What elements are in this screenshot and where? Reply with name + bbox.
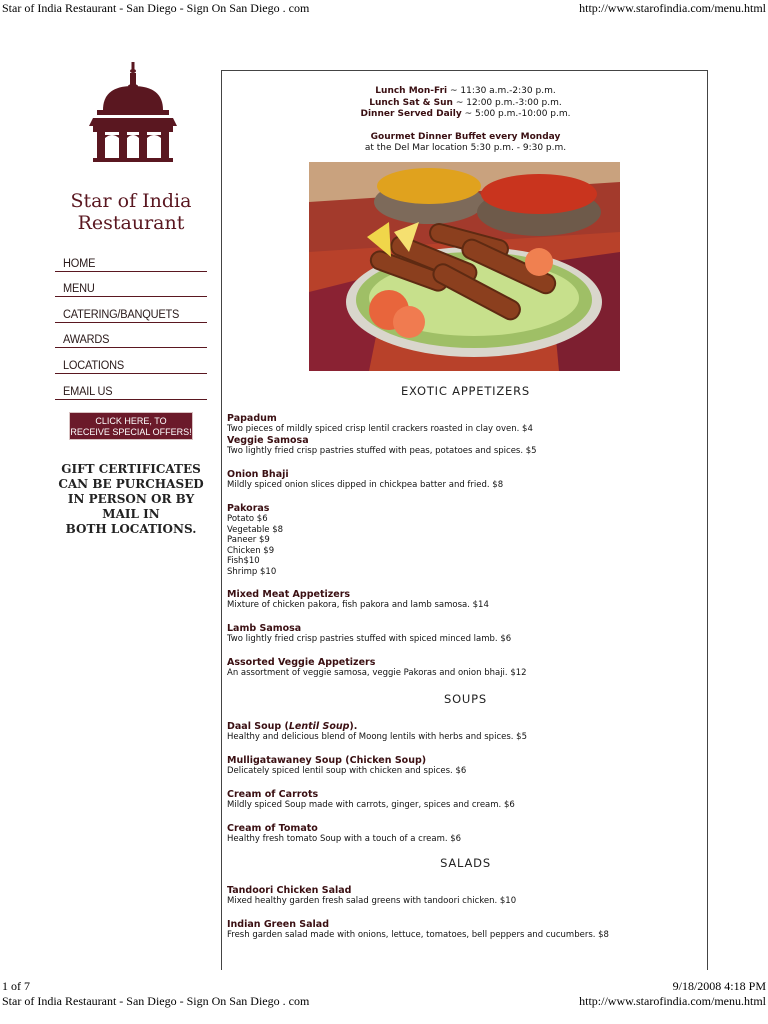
appetizers-list bbox=[227, 413, 702, 679]
menu-item-name-italic: Lentil Soup bbox=[288, 721, 350, 732]
nav-item-menu[interactable] bbox=[55, 272, 207, 298]
nav-link-home[interactable]: HOME bbox=[63, 257, 96, 270]
nav-link-catering[interactable]: CATERING/BANQUETS bbox=[63, 308, 180, 322]
hours-block bbox=[222, 86, 709, 155]
hours-lunch-weekday-time: ~ 11:30 a.m.-2:30 p.m. bbox=[447, 86, 556, 96]
pakora-option: Shrimp $10 bbox=[227, 566, 277, 577]
special-offers-line1: CLICK HERE, TO bbox=[95, 416, 167, 426]
soups-list bbox=[227, 721, 702, 845]
special-offers-button[interactable] bbox=[69, 412, 193, 440]
food-photo bbox=[309, 162, 620, 371]
nav-item-home[interactable] bbox=[55, 246, 207, 272]
pakora-option: Fish$10 bbox=[227, 556, 260, 567]
menu-item-name-part: ). bbox=[349, 721, 358, 732]
nav-item-email[interactable] bbox=[55, 374, 207, 400]
menu-item-name: Mulligatawaney Soup (Chicken Soup) bbox=[227, 755, 427, 766]
menu-item-desc: Healthy fresh tomato Soup with a touch of a cream. $6 bbox=[227, 834, 462, 844]
hours-lunch-weekday-label: Lunch Mon-Fri bbox=[375, 86, 448, 96]
menu-item-desc: An assortment of veggie samosa, veggie Pakoras and onion bhaji. $12 bbox=[227, 667, 527, 678]
main-nav bbox=[55, 246, 207, 400]
menu-item-desc: Two lightly fried crisp pastries stuffed with spiced minced lamb. $6 bbox=[227, 633, 512, 644]
print-header-title: Star of India Restaurant - San Diego - Sign On San Diego . com bbox=[2, 1, 310, 15]
pakora-option: Vegetable $8 bbox=[227, 524, 284, 535]
menu-item-name: Indian Green Salad bbox=[227, 919, 329, 930]
section-heading-soups: SOUPS bbox=[443, 692, 487, 706]
nav-link-locations[interactable]: LOCATIONS bbox=[63, 359, 124, 373]
hours-lunch-weekend-label: Lunch Sat & Sun bbox=[369, 97, 453, 108]
nav-item-catering[interactable] bbox=[55, 297, 207, 323]
buffet-location: at the Del Mar location 5:30 p.m. - 9:30 p.m. bbox=[364, 143, 567, 153]
menu-item-desc: Mixture of chicken pakora, fish pakora and lamb samosa. $14 bbox=[227, 599, 489, 610]
nav-link-menu[interactable]: MENU bbox=[63, 282, 95, 296]
buffet-label: Gourmet Dinner Buffet every Monday bbox=[370, 131, 561, 142]
menu-content-panel bbox=[221, 70, 708, 970]
menu-item-desc: Mildly spiced onion slices dipped in chickpea batter and fried. $8 bbox=[227, 480, 504, 490]
section-heading-salads: SALADS bbox=[440, 856, 491, 870]
special-offers-line2: RECEIVE SPECIAL OFFERS! bbox=[70, 427, 192, 437]
print-header-url: http://www.starofindia.com/menu.html bbox=[579, 1, 766, 15]
pakora-option: Chicken $9 bbox=[227, 545, 275, 556]
menu-item-name: Tandoori Chicken Salad bbox=[227, 885, 352, 896]
pakora-option: Paneer $9 bbox=[227, 535, 270, 546]
menu-item-desc: Two lightly fried crisp pastries stuffed with peas, potatoes and spices. $5 bbox=[227, 446, 537, 456]
hours-dinner-time: ~ 5:00 p.m.-10:00 p.m. bbox=[461, 109, 571, 119]
pavilion-logo-icon bbox=[85, 62, 181, 162]
menu-item-name: Papadum bbox=[227, 413, 277, 424]
print-footer-datetime: 9/18/2008 4:18 PM bbox=[672, 979, 766, 993]
hours-lunch-weekend-time: ~ 12:00 p.m.-3:00 p.m. bbox=[452, 97, 562, 108]
section-heading-appetizers: EXOTIC APPETIZERS bbox=[400, 384, 530, 398]
gift-line: CAN BE PURCHASED bbox=[58, 477, 204, 491]
brand-name-line1: Star of India bbox=[70, 190, 192, 212]
nav-item-locations[interactable] bbox=[55, 348, 207, 374]
gift-line: MAIL IN bbox=[102, 507, 160, 521]
menu-item-desc: Mixed healthy garden fresh salad greens with tandoori chicken. $10 bbox=[227, 896, 517, 906]
hours-dinner-label: Dinner Served Daily bbox=[360, 109, 462, 119]
menu-item-desc: Two pieces of mildly spiced crisp lentil crackers roasted in clay oven. $4 bbox=[227, 424, 533, 434]
brand-name-line2: Restaurant bbox=[77, 212, 185, 234]
menu-item-name: Onion Bhaji bbox=[227, 469, 289, 480]
print-footer-url: http://www.starofindia.com/menu.html bbox=[579, 994, 766, 1008]
menu-item-name: Pakoras bbox=[227, 503, 270, 514]
gift-line: IN PERSON OR BY bbox=[67, 492, 195, 506]
print-footer-title: Star of India Restaurant - San Diego - Sign On San Diego . com bbox=[2, 994, 310, 1008]
pakora-option: Potato $6 bbox=[227, 514, 268, 524]
menu-item-name: Veggie Samosa bbox=[227, 435, 309, 446]
menu-item-name: Lamb Samosa bbox=[227, 622, 302, 634]
menu-item-desc: Fresh garden salad made with onions, lettuce, tomatoes, bell peppers and cucumbers. $8 bbox=[227, 930, 609, 940]
menu-item-name bbox=[227, 721, 702, 732]
menu-item-desc: Delicately spiced lentil soup with chicken and spices. $6 bbox=[227, 766, 467, 776]
menu-item-name: Cream of Tomato bbox=[227, 823, 318, 834]
salads-list bbox=[227, 885, 702, 941]
menu-item-name: Mixed Meat Appetizers bbox=[227, 588, 351, 600]
print-footer-page: 1 of 7 bbox=[2, 979, 30, 993]
nav-item-awards[interactable] bbox=[55, 323, 207, 349]
menu-item-name-part: Daal Soup ( bbox=[227, 721, 289, 732]
menu-item-desc: Mildly spiced Soup made with carrots, ginger, spices and cream. $6 bbox=[227, 800, 515, 810]
menu-item-desc: Healthy and delicious blend of Moong lentils with herbs and spices. $5 bbox=[227, 732, 527, 742]
menu-item-name: Cream of Carrots bbox=[227, 789, 319, 800]
nav-link-awards[interactable]: AWARDS bbox=[63, 334, 110, 347]
gift-certificates-notice bbox=[55, 462, 207, 537]
gift-line: BOTH LOCATIONS. bbox=[65, 522, 197, 536]
menu-item-name: Assorted Veggie Appetizers bbox=[227, 656, 376, 668]
gift-line: GIFT CERTIFICATES bbox=[61, 462, 201, 476]
nav-link-email[interactable]: EMAIL US bbox=[63, 385, 113, 398]
brand-name bbox=[55, 190, 207, 234]
